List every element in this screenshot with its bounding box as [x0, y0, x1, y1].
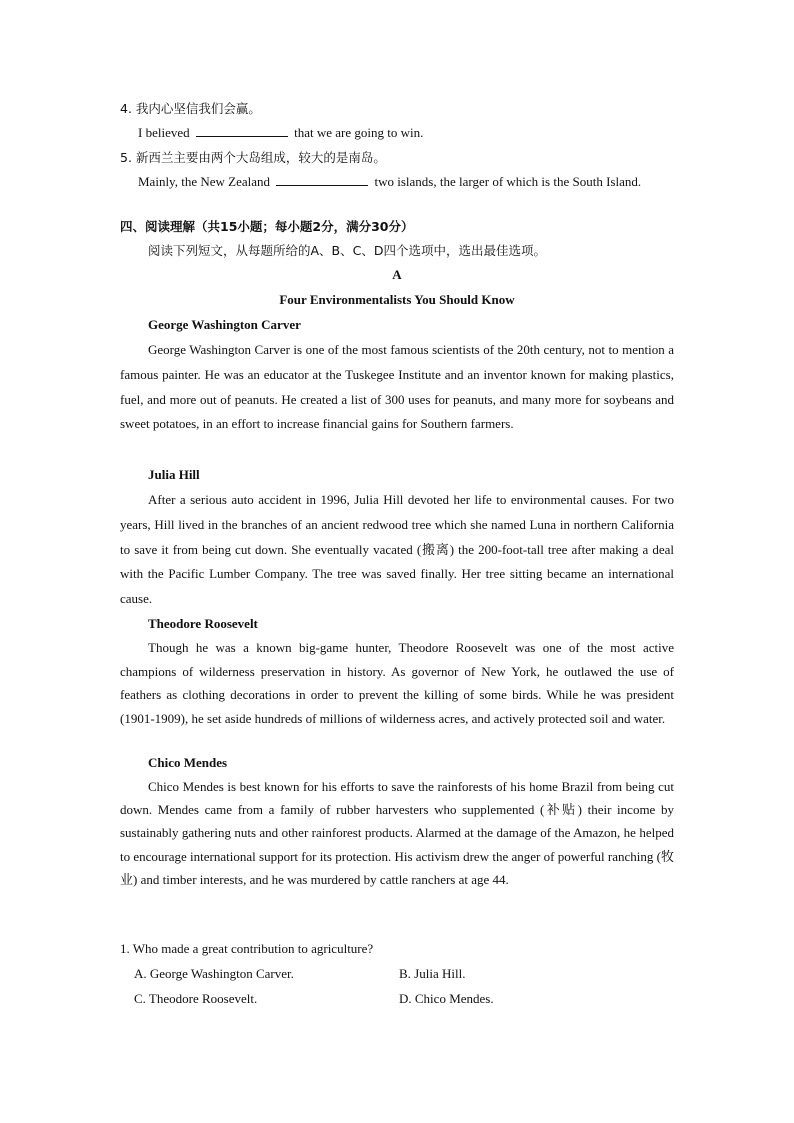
person-heading: Theodore Roosevelt	[148, 616, 258, 631]
question-1-option-b[interactable]: B. Julia Hill.	[399, 966, 466, 981]
question-1-stem: 1. Who made a great contribution to agriculture?	[120, 941, 374, 956]
question-1-option-c[interactable]: C. Theodore Roosevelt.	[134, 991, 258, 1006]
q4-suffix: that we are going to win.	[294, 125, 424, 140]
person-heading: George Washington Carver	[148, 317, 301, 332]
section-instruction: 阅读下列短文，从每题所给的A、B、C、D四个选项中，选出最佳选项。	[148, 243, 546, 258]
person-heading: Julia Hill	[148, 467, 200, 482]
q4-answer-blank[interactable]	[196, 124, 288, 137]
q4-prefix: I believed	[138, 125, 190, 140]
question-1-option-d[interactable]: D. Chico Mendes.	[399, 991, 494, 1006]
q5-english-line	[138, 173, 641, 191]
q5-number: 5.	[120, 150, 132, 165]
q5-suffix: two islands, the larger of which is the South Island.	[374, 174, 642, 189]
person-heading: Chico Mendes	[148, 755, 228, 770]
person-paragraph: George Washington Carver is one of the most famous scientists of the 20th century, not to mention a famous painter. He was an educator at the Tuskegee Institute and an inventor known for making plastics, fuel, and more out of peanuts. He created a list of 300 uses for peanuts, and many more for soybeans and sweet potatoes, in an effort to increase financial gains for Southern farmers.	[120, 342, 674, 432]
passage-label: A	[392, 267, 402, 282]
person-paragraph: After a serious auto accident in 1996, Julia Hill devoted her life to environmental causes. For two years, Hill lived in the branches of an ancient redwood tree which she named Luna in northern California to save it from being cut down. She eventually vacated (搬离) the 200-foot-tall tree after making a deal with the Pacific Lumber Company. The tree was saved finally. Her tree sitting became an international cause.	[120, 492, 674, 607]
person-paragraph: Chico Mendes is best known for his efforts to save the rainforests of his home Brazil from being cut down. Mendes came from a family of rubber harvesters who supplemented (补贴) their income by sustainably gathering nuts and other rainforest products. Alarmed at the damage of the Amazon, he helped to encourage international support for its protection. His activism drew the anger of powerful ranching (牧业) and timber interests, and he was murdered by cattle ranchers at age 44.	[120, 779, 674, 887]
q4-number: 4.	[120, 101, 132, 116]
passage-title: Four Environmentalists You Should Know	[279, 292, 515, 307]
q4-chinese-text: 我内心坚信我们会赢。	[135, 101, 261, 116]
q5-chinese-line	[120, 149, 386, 167]
q5-answer-blank[interactable]	[276, 173, 368, 186]
q5-prefix: Mainly, the New Zealand	[138, 174, 270, 189]
question-1-option-a[interactable]: A. George Washington Carver.	[134, 966, 294, 981]
q4-english-line	[138, 124, 423, 142]
section-title: 四、阅读理解（共15小题；每小题2分，满分30分）	[120, 219, 414, 234]
q5-chinese-text: 新西兰主要由两个大岛组成，较大的是南岛。	[135, 150, 386, 165]
q4-chinese-line	[120, 100, 261, 118]
person-paragraph: Though he was a known big-game hunter, Theodore Roosevelt was one of the most active champions of wilderness preservation in history. As governor of New York, he outlawed the use of feathers as clothing decorations in order to prevent the killing of some birds. While he was president (1901-1909), he set aside hundreds of millions of wilderness acres, and actively protected soil and water.	[120, 640, 674, 726]
